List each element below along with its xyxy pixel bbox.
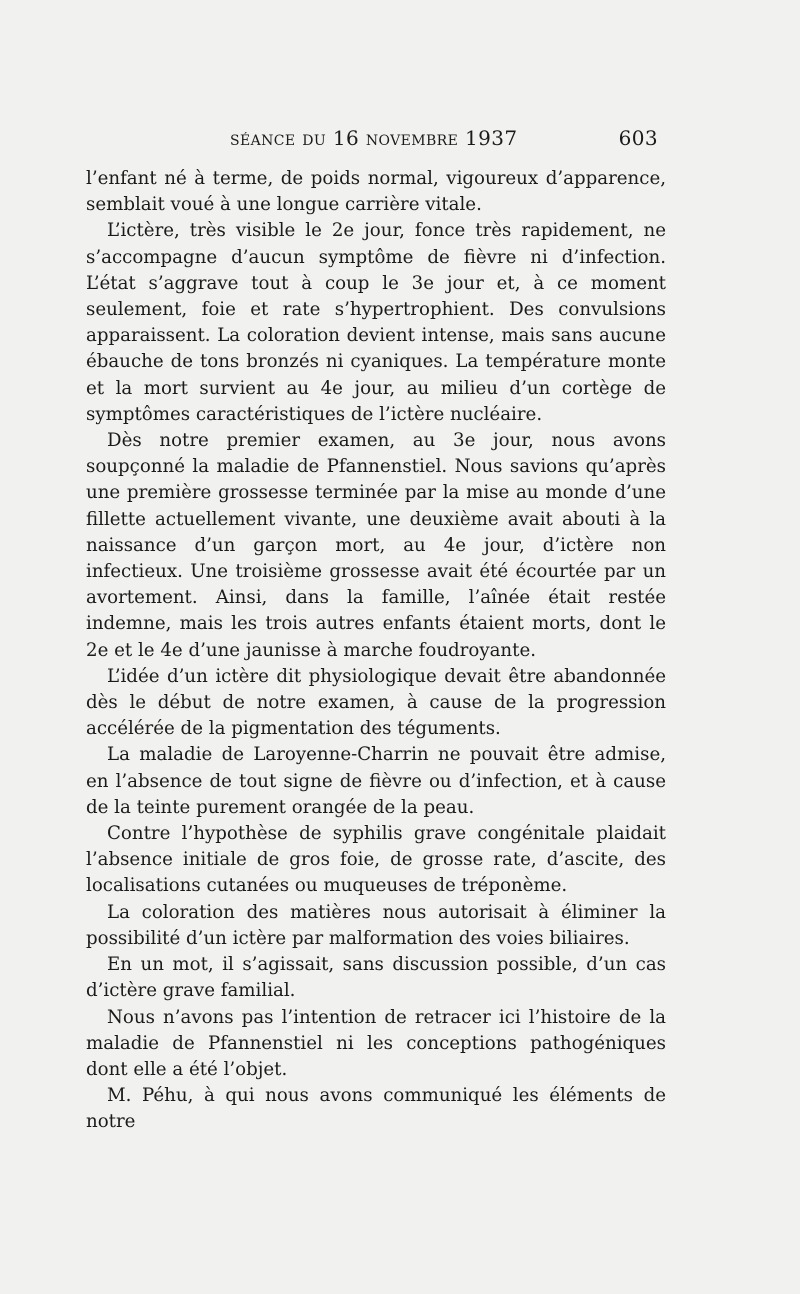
paragraph: Contre l’hypothèse de syphilis grave congénitale plaidait l’absence initiale de gros foie, de grosse rate, d’ascite, des localisations cutanées ou muqueuses de tréponème. — [86, 823, 666, 897]
page-number: 603 — [618, 126, 658, 150]
paragraph: M. Péhu, à qui nous avons communiqué les éléments de notre — [86, 1085, 666, 1133]
paragraph: l’enfant né à terme, de poids normal, vigoureux d’apparence, semblait voué à une longue carrière vitale. — [86, 168, 666, 216]
paragraph: La maladie de Laroyenne-Charrin ne pouvait être admise, en l’absence de tout signe de fièvre ou d’infection, et à cause de la teinte purement orangée de la peau. — [86, 744, 666, 818]
paragraph: L’idée d’un ictère dit physiologique devait être abandonnée dès le début de notre examen, à cause de la progression accélérée de la pigmentation des téguments. — [86, 665, 666, 740]
header-title: séance du 16 novembre 1937 — [230, 126, 518, 150]
paragraph: En un mot, il s’agissait, sans discussion possible, d’un cas d’ictère grave familial. — [86, 954, 666, 1002]
paragraph: L’ictère, très visible le 2e jour, fonce très rapidement, ne s’accompagne d’aucun symptôme de fièvre ni d’infection. L’état s’aggrave tout à coup le 3e jour et, à ce moment seulement, foie et rate s’hypertrophient. Des convulsions apparaissent. La coloration devient intense, mais sans aucune ébauche de tons bronzés ni cyaniques. La température monte et la mort survient au 4e jour, au milieu d’un cortège de symptômes caractéristiques de l’ictère nucléaire. — [86, 220, 666, 425]
paragraph: La coloration des matières nous autorisait à éliminer la possibilité d’un ictère par malformation des voies biliaires. — [86, 901, 666, 949]
body-text — [86, 166, 666, 1136]
running-header — [88, 126, 658, 156]
paragraph: Nous n’avons pas l’intention de retracer ici l’histoire de la maladie de Pfannenstiel ni les conceptions pathogéniques dont elle a été l’objet. — [86, 1006, 666, 1080]
paragraph: Dès notre premier examen, au 3e jour, nous avons soupçonné la maladie de Pfannenstiel. Nous savions qu’après une première grossesse terminée par la mise au monde d’une fillette actuellement vivante, une deuxième avait abouti à la naissance d’un garçon mort, au 4e jour, d’ictère non infectieux. Une troisième grossesse avait été écourtée par un avortement. Ainsi, dans la famille, l’aînée était restée indemne, mais les trois autres enfants étaient morts, dont le 2e et le 4e d’une jaunisse à marche foudroyante. — [86, 430, 666, 661]
